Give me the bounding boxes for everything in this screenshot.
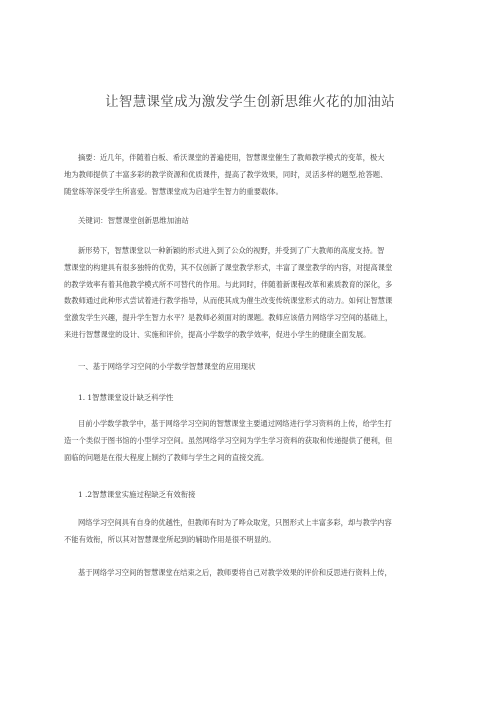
paragraph-line: 造一个类似于图书馆的小型学习空间。虽然网络学习空间为学生学习资料的获取和传递提供了便利，但 [64, 435, 393, 445]
document-title: 让智慧课堂成为激发学生创新思维火花的加油站 [105, 94, 395, 110]
intro-line: 的教学效率有着其他教学模式所不可替代的作用。与此同时，伴随着新课程改革和素质教育的深化，多 [64, 279, 393, 289]
intro-paragraph [64, 243, 442, 344]
intro-line: 堂激发学生兴趣，提升学生智力水平？是教师必须面对的课题。教师应该借力网络学习空间的基础上， [64, 313, 393, 323]
paragraph-line: 不能有效衔，所以其对智慧课堂所起到的辅助作用是很不明显的。 [64, 534, 276, 544]
abstract-line: 摘要：近几年，伴随着白板、希沃课堂的普遍使用，智慧课堂催生了教师教学模式的变革，极大 [78, 153, 385, 162]
abstract-line: 地为教师提供了丰富多彩的教学资源和优质课件，提高了教学效果，同时，灵活多样的题型,抢答题、 [64, 169, 388, 179]
subsection-paragraph [64, 515, 442, 549]
paragraph-line: 基于网络学习空间的智慧课堂在结束之后，教师要将自己对教学效果的评价和反思进行资料上传， [78, 568, 392, 577]
intro-line: 来进行智慧课堂的设计、实施和评价，提高小学数学的教学效率，促进小学生的健康全面发展。 [64, 329, 371, 339]
subsection-paragraph [64, 416, 442, 466]
subsection-heading: 1. 1智慧课堂设计缺乏科学性 [78, 393, 174, 402]
abstract-paragraph [64, 150, 442, 200]
intro-line: 慧课堂的构建具有很多独特的优势，其不仅创新了课堂教学形式，丰富了课堂教学的内容，对提高课堂 [64, 262, 393, 272]
paragraph-line: 面临的问题是在很大程度上制约了教师与学生之间的直接交流。 [64, 452, 269, 462]
intro-line: 新形势下，智慧课堂以一种新颖的形式进入到了公众的视野，并受到了广大教师的高度支持。智 [78, 246, 385, 255]
intro-line: 数教师通过此种形式尝试着进行教学指导，从而使其成为催生改变传统课堂形式的动力。如何让智慧课 [64, 296, 393, 306]
abstract-line: 随堂练等深受学生所喜爱。智慧课堂成为启迪学生智力的重要载体。 [64, 186, 283, 196]
subsection-heading: 1 .2智慧课堂实施过程缺乏有效衔接 [78, 490, 196, 499]
keywords: 关键词：智慧课堂创新思维加油站 [78, 216, 189, 225]
paragraph-line: 目前小学数学教学中，基于网络学习空间的智慧课堂主要通过网络进行学习资料的上传，给学生打 [78, 419, 392, 428]
tail-paragraph [64, 565, 442, 582]
paragraph-line: 网络学习空间具有自身的优越性，但教师有时为了哗众取宠，只图形式上丰富多彩，却与教学内容 [78, 518, 392, 527]
section-heading: 一、基于网络学习空间的小学数学智慧课堂的应用现状 [78, 362, 256, 371]
